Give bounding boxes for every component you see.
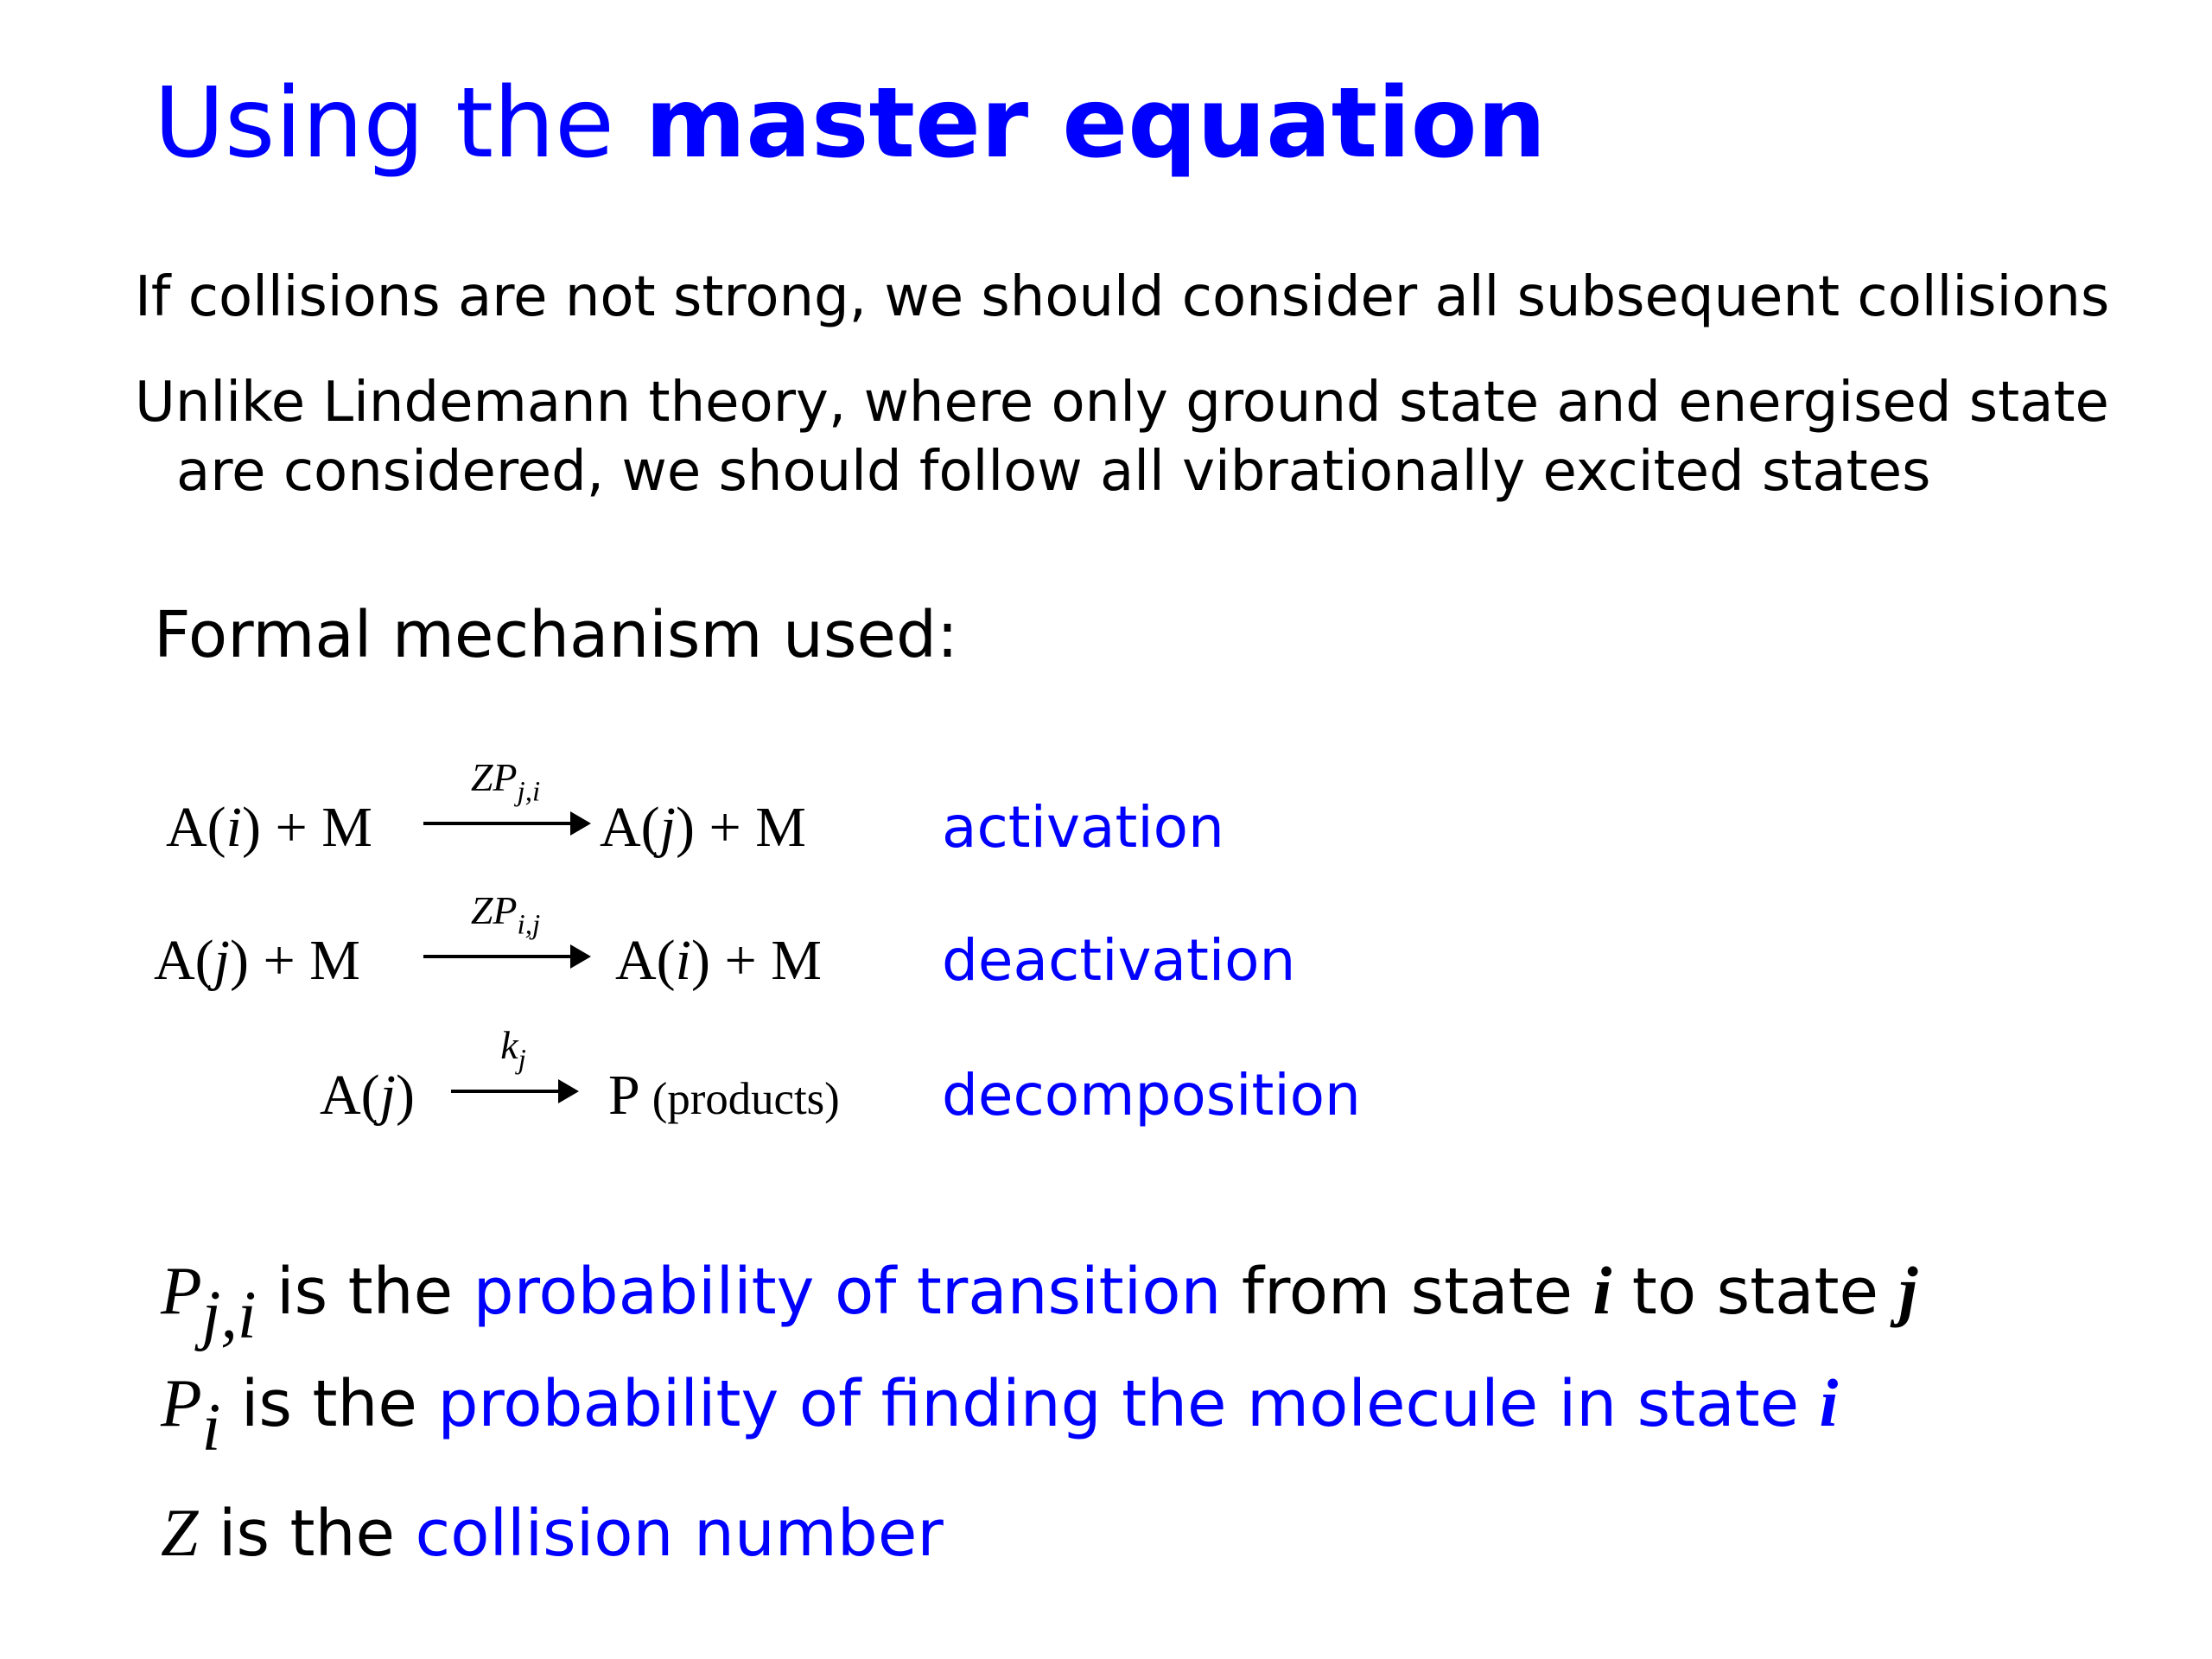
reaction-decomposition-rhs (608, 1061, 840, 1134)
label-decomposition: decomposition (942, 1062, 1361, 1128)
definition-text: is the (256, 1255, 474, 1329)
rate-label (423, 753, 588, 817)
label-deactivation: deactivation (942, 927, 1296, 994)
state-var: j (213, 929, 230, 992)
state-var: i (1819, 1365, 1839, 1440)
rate-main: ZP (470, 755, 518, 799)
reaction-activation-rhs (600, 793, 806, 862)
rate-subscript: i,j (517, 908, 541, 941)
reaction-deactivation-rhs (615, 926, 822, 995)
reaction-species: A( (166, 796, 226, 859)
title-prefix: Using the (154, 67, 614, 180)
rate-label (451, 1021, 575, 1084)
symbol-subscript: j,i (201, 1276, 257, 1352)
reaction-species: ) (396, 1064, 415, 1127)
state-var: i (1592, 1253, 1612, 1328)
reaction-decomposition-lhs (320, 1061, 415, 1130)
definition-text: to state (1611, 1255, 1899, 1329)
state-var: i (226, 796, 242, 859)
mechanism-heading: Formal mechanism used: (154, 598, 958, 672)
reaction-species: A( (320, 1064, 380, 1127)
state-var: i (675, 929, 691, 992)
state-var: j (1898, 1253, 1918, 1328)
rate-main: ZP (470, 888, 518, 932)
reaction-species: A( (600, 796, 660, 859)
label-activation: activation (942, 794, 1224, 861)
reaction-activation-lhs (166, 793, 372, 862)
reaction-arrow-activation (423, 753, 588, 825)
rate-subscript: j (518, 1043, 526, 1076)
state-var: j (379, 1064, 396, 1127)
state-var: j (659, 796, 676, 859)
rate-label (423, 887, 588, 950)
products-note: (products) (652, 1074, 840, 1124)
title-emphasis: master equation (645, 67, 1547, 180)
paragraph-lindemann-line1: Unlike Lindemann theory, where only ground state and energised state (135, 371, 2109, 435)
reaction-arrow-deactivation (423, 887, 588, 958)
paragraph-lindemann-line2: are considered, we should follow all vibrationally excited states (176, 440, 1931, 504)
reaction-species: A( (615, 929, 676, 992)
symbol-p: P (161, 1365, 202, 1440)
definition-collision-number (161, 1493, 944, 1573)
arrow-line (451, 1090, 575, 1093)
definition-text: is the (220, 1367, 438, 1441)
arrow-line (423, 955, 588, 958)
symbol-p: P (161, 1253, 202, 1328)
definition-term: probability of transition (473, 1255, 1222, 1329)
reaction-species: A( (154, 929, 214, 992)
paragraph-strong-collisions: If collisions are not strong, we should consider all subsequent collisions (135, 265, 2110, 329)
symbol-z: Z (161, 1495, 199, 1570)
reaction-species: ) + M (230, 929, 360, 992)
reaction-species: ) + M (242, 796, 372, 859)
definition-text: from state (1221, 1255, 1593, 1329)
symbol-subscript: i (201, 1389, 221, 1465)
arrow-line (423, 822, 588, 825)
definition-term: collision number (415, 1497, 944, 1571)
definition-state-probability (161, 1363, 1838, 1466)
reaction-species: ) + M (691, 929, 822, 992)
slide-title (154, 67, 1546, 180)
product-symbol: P (608, 1064, 639, 1127)
definition-transition-probability (161, 1251, 1917, 1354)
rate-subscript: j,i (517, 775, 541, 808)
definition-term: probability of finding the molecule in state (437, 1367, 1820, 1441)
reaction-species: ) + M (676, 796, 806, 859)
rate-main: k (500, 1023, 518, 1067)
definition-text: is the (198, 1497, 416, 1571)
reaction-arrow-decomposition (451, 1021, 575, 1093)
reaction-deactivation-lhs (154, 926, 360, 995)
